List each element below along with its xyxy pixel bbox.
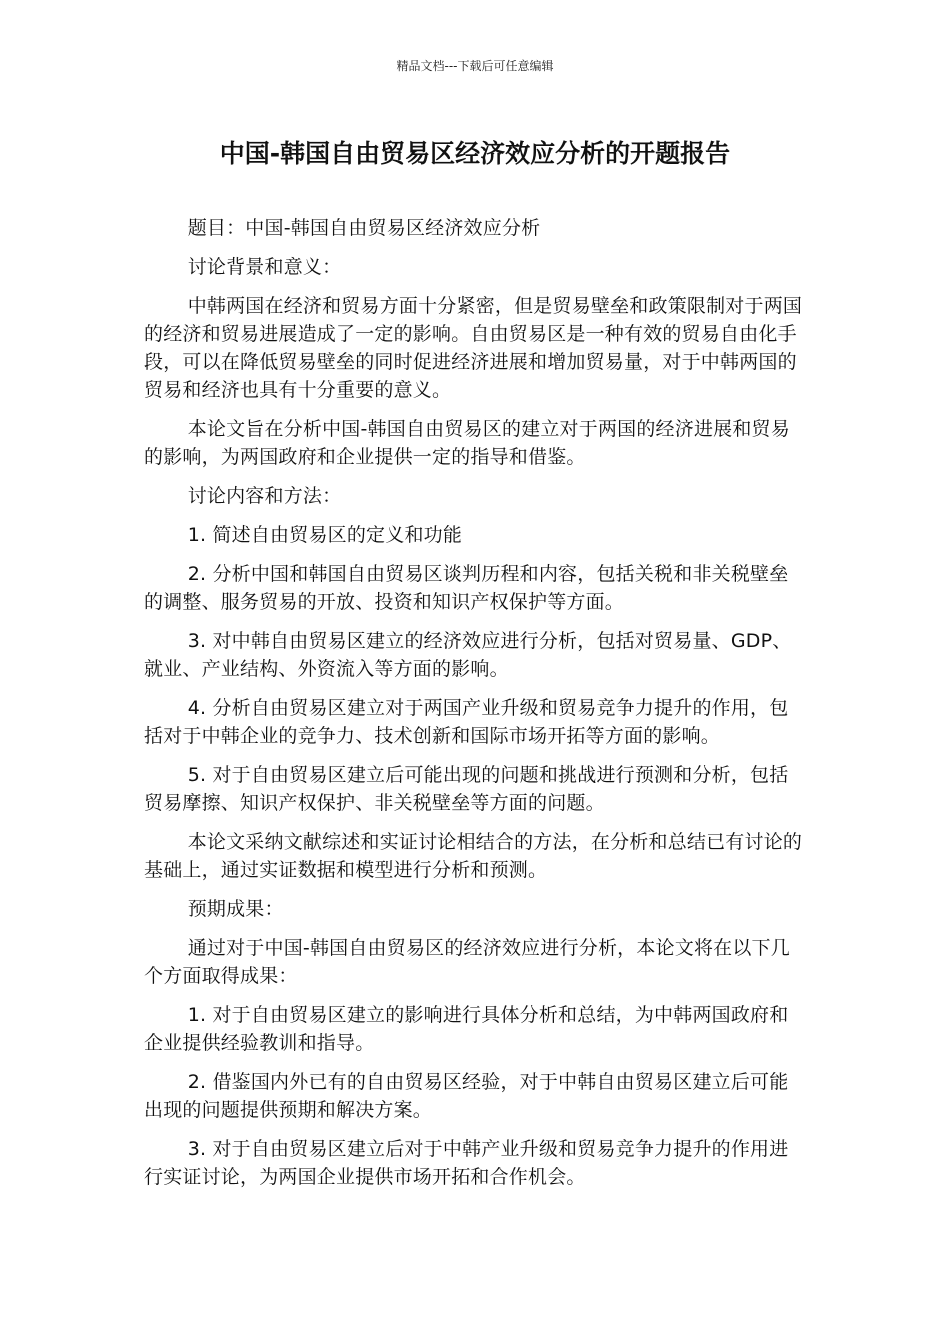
document-title: 中国-韩国自由贸易区经济效应分析的开题报告 bbox=[219, 139, 731, 168]
approach-paragraph: 本论文采纳文献综述和实证讨论相结合的方法，在分析和总结已有讨论的基础上，通过实证数据和模型进行分析和预测。 bbox=[144, 831, 803, 881]
section-heading-methods: 讨论内容和方法： bbox=[187, 485, 342, 507]
method-item: 1. 简述自由贸易区的定义和功能 bbox=[187, 524, 463, 546]
topic-line: 题目：中国-韩国自由贸易区经济效应分析 bbox=[187, 217, 541, 239]
header-note: 精品文档---下载后可任意编辑 bbox=[396, 59, 554, 73]
outcome-item: 2. 借鉴国内外已有的自由贸易区经验，对于中韩自由贸易区建立后可能出现的问题提供预期和解决方案。 bbox=[144, 1071, 789, 1121]
section-heading-outcomes: 预期成果： bbox=[187, 898, 284, 920]
method-item: 4. 分析自由贸易区建立对于两国产业升级和贸易竞争力提升的作用，包括对于中韩企业的竞争力、技术创新和国际市场开拓等方面的影响。 bbox=[144, 697, 789, 747]
method-item: 2. 分析中国和韩国自由贸易区谈判历程和内容，包括关税和非关税壁垒的调整、服务贸易的开放、投资和知识产权保护等方面。 bbox=[144, 563, 789, 613]
outcomes-intro: 通过对于中国-韩国自由贸易区的经济效应进行分析，本论文将在以下几个方面取得成果： bbox=[144, 937, 790, 987]
outcome-item: 1. 对于自由贸易区建立的影响进行具体分析和总结，为中韩两国政府和企业提供经验教训和指导。 bbox=[144, 1004, 789, 1054]
outcome-item: 3. 对于自由贸易区建立后对于中韩产业升级和贸易竞争力提升的作用进行实证讨论，为两国企业提供市场开拓和合作机会。 bbox=[144, 1138, 789, 1188]
purpose-paragraph: 本论文旨在分析中国-韩国自由贸易区的建立对于两国的经济进展和贸易的影响，为两国政府和企业提供一定的指导和借鉴。 bbox=[144, 418, 790, 468]
method-item: 5. 对于自由贸易区建立后可能出现的问题和挑战进行预测和分析，包括贸易摩擦、知识产权保护、非关税壁垒等方面的问题。 bbox=[144, 764, 789, 814]
background-paragraph: 中韩两国在经济和贸易方面十分紧密，但是贸易壁垒和政策限制对于两国的经济和贸易进展造成了一定的影响。自由贸易区是一种有效的贸易自由化手段，可以在降低贸易壁垒的同时促进经济进展和增加贸易量，对于中韩两国的贸易和经济也具有十分重要的意义。 bbox=[144, 295, 803, 401]
document-body bbox=[144, 214, 806, 1202]
method-item: 3. 对中韩自由贸易区建立的经济效应进行分析，包括对贸易量、GDP、就业、产业结构、外资流入等方面的影响。 bbox=[144, 630, 792, 680]
section-heading-background: 讨论背景和意义： bbox=[187, 256, 342, 278]
